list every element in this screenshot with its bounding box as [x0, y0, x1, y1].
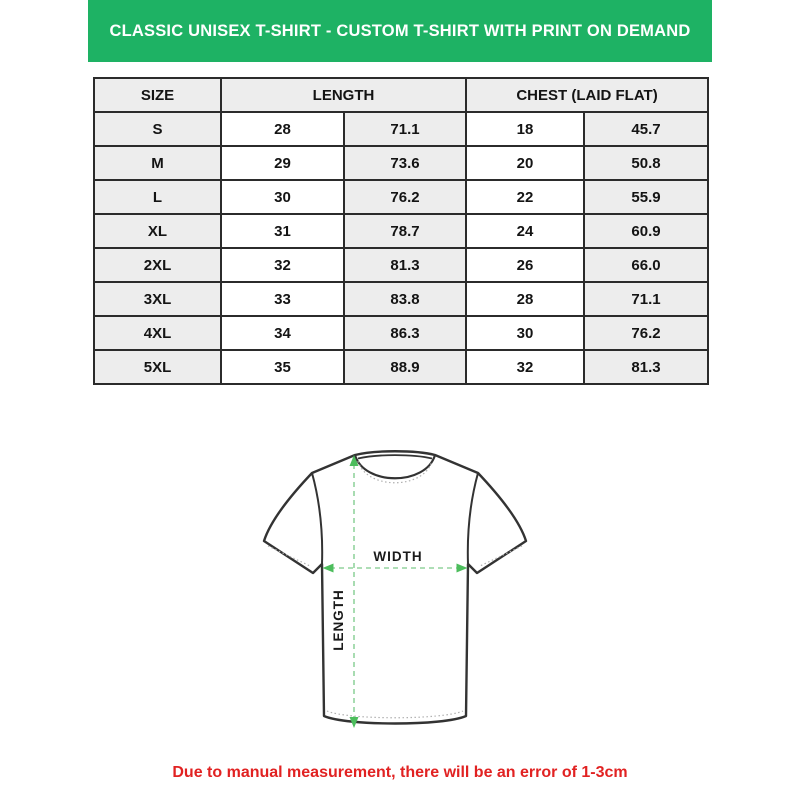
title-banner [88, 0, 712, 62]
size-cell: 3XL [94, 282, 221, 316]
page-title: CLASSIC UNISEX T-SHIRT - CUSTOM T-SHIRT WITH PRINT ON DEMAND [109, 21, 691, 40]
size-cell: 2XL [94, 248, 221, 282]
header-size: SIZE [94, 78, 221, 112]
table-row [94, 146, 708, 180]
chest-cm-cell: 60.9 [584, 214, 708, 248]
length-in-cell: 32 [221, 248, 344, 282]
chest-in-cell: 30 [466, 316, 584, 350]
length-in-cell: 29 [221, 146, 344, 180]
length-in-cell: 30 [221, 180, 344, 214]
table-row [94, 350, 708, 384]
length-in-cell: 34 [221, 316, 344, 350]
chest-cm-cell: 81.3 [584, 350, 708, 384]
size-chart-table [93, 77, 709, 385]
chest-cm-cell: 76.2 [584, 316, 708, 350]
chest-in-cell: 28 [466, 282, 584, 316]
header-length: LENGTH [221, 78, 466, 112]
table-header-row [94, 78, 708, 112]
size-cell: S [94, 112, 221, 146]
chest-in-cell: 20 [466, 146, 584, 180]
length-cm-cell: 78.7 [344, 214, 466, 248]
length-cm-cell: 83.8 [344, 282, 466, 316]
length-cm-cell: 76.2 [344, 180, 466, 214]
chest-cm-cell: 50.8 [584, 146, 708, 180]
chest-cm-cell: 45.7 [584, 112, 708, 146]
chest-in-cell: 24 [466, 214, 584, 248]
tshirt-measurement-diagram [240, 430, 560, 750]
table-row [94, 112, 708, 146]
measurement-error-note: Due to manual measurement, there will be an error of 1-3cm [172, 764, 628, 781]
size-cell: L [94, 180, 221, 214]
length-cm-cell: 86.3 [344, 316, 466, 350]
length-cm-cell: 81.3 [344, 248, 466, 282]
size-cell: 4XL [94, 316, 221, 350]
chest-cm-cell: 71.1 [584, 282, 708, 316]
chest-in-cell: 18 [466, 112, 584, 146]
length-cm-cell: 71.1 [344, 112, 466, 146]
table-row [94, 214, 708, 248]
chest-cm-cell: 55.9 [584, 180, 708, 214]
length-in-cell: 33 [221, 282, 344, 316]
chest-cm-cell: 66.0 [584, 248, 708, 282]
tshirt-outline [264, 451, 526, 723]
size-cell: 5XL [94, 350, 221, 384]
table-row [94, 282, 708, 316]
tshirt-diagram-svg [240, 430, 560, 750]
size-cell: M [94, 146, 221, 180]
width-label: WIDTH [373, 549, 423, 564]
chest-in-cell: 22 [466, 180, 584, 214]
length-in-cell: 35 [221, 350, 344, 384]
length-cm-cell: 88.9 [344, 350, 466, 384]
size-cell: XL [94, 214, 221, 248]
length-in-cell: 31 [221, 214, 344, 248]
length-cm-cell: 73.6 [344, 146, 466, 180]
table-row [94, 180, 708, 214]
chest-in-cell: 32 [466, 350, 584, 384]
chest-in-cell: 26 [466, 248, 584, 282]
table-row [94, 248, 708, 282]
header-chest: CHEST (LAID FLAT) [466, 78, 708, 112]
length-in-cell: 28 [221, 112, 344, 146]
length-label: LENGTH [331, 589, 346, 651]
table-row [94, 316, 708, 350]
